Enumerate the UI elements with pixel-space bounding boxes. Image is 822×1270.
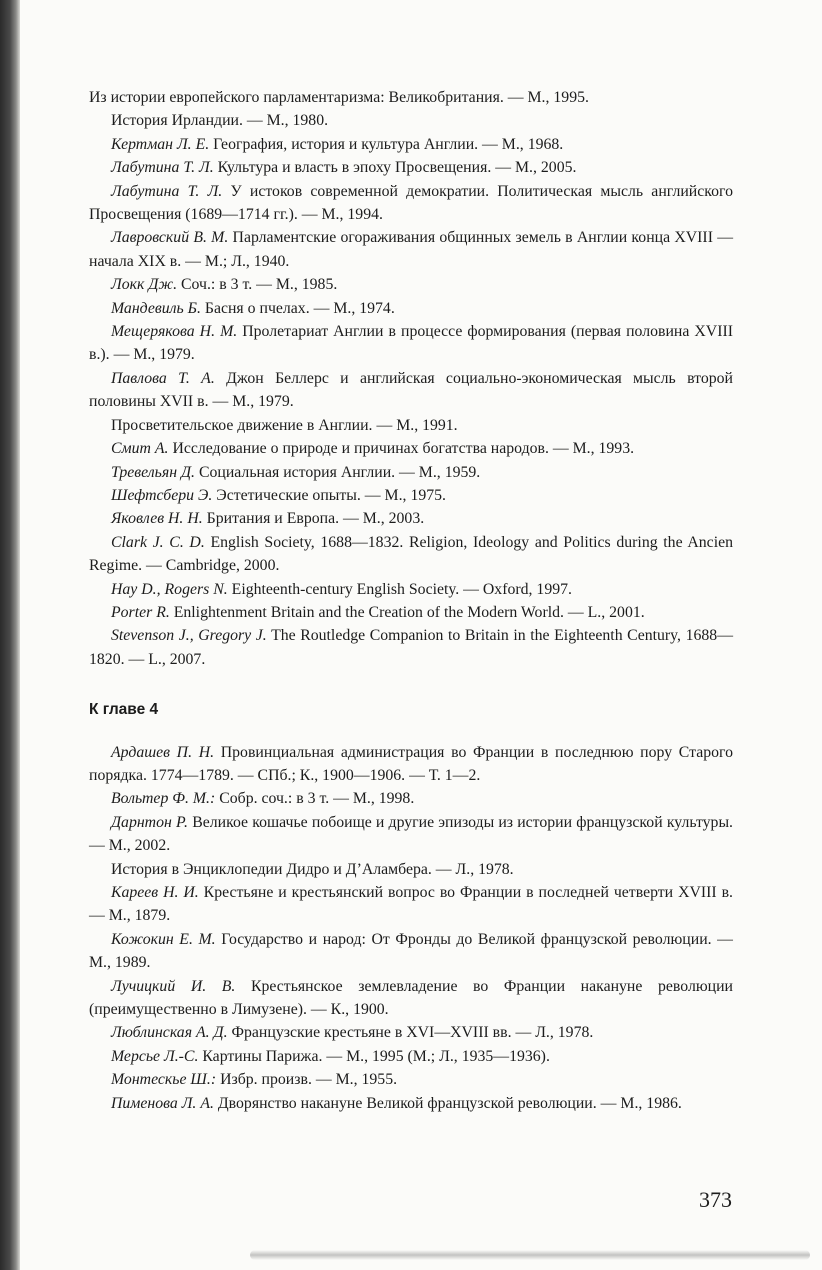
bibliography-entry	[89, 109, 733, 132]
bibliography-entry	[89, 226, 733, 273]
entry-text: Пролетариат Англии в процессе формирования (первая половина XVIII в.). — М., 1979.	[89, 323, 734, 364]
bibliography-entry	[89, 1021, 733, 1044]
bibliography-entry	[89, 367, 733, 414]
entry-author: Дарнтон Р.	[111, 813, 189, 831]
entry-author: Павлова Т. А.	[111, 369, 215, 387]
bibliography-entry	[89, 133, 733, 156]
bibliography-entry	[89, 928, 733, 975]
entry-author: Люблинская А. Д.	[111, 1024, 228, 1042]
bibliography-entry	[89, 1045, 733, 1068]
entry-text: Картины Парижа. — М., 1995 (М.; Л., 1935—1936).	[202, 1047, 550, 1065]
bibliography-entry	[89, 1092, 733, 1115]
entry-author: Мандевиль Б.	[111, 299, 201, 317]
entry-text: Собр. соч.: в 3 т. — М., 1998.	[219, 790, 415, 808]
entry-author: Лабутина Т. Л.	[111, 159, 214, 177]
entry-text: История Ирландии. — М., 1980.	[111, 112, 329, 130]
bibliography-entry	[89, 320, 733, 367]
bibliography-entry	[89, 507, 733, 530]
entry-author: Лабутина Т. Л.	[111, 182, 223, 200]
entry-text: У истоков современной демократии. Политическая мысль английского Просвещения (1689—1714 гг.). — М., 1994.	[89, 182, 734, 224]
bibliography	[89, 86, 733, 1115]
bibliography-entry	[89, 297, 733, 320]
entry-author: Шефтсбери Э.	[111, 486, 213, 504]
bibliography-entry	[89, 811, 733, 858]
entry-author: Stevenson J., Gregory J.	[111, 627, 267, 645]
entry-author: Пименова Л. А.	[111, 1094, 214, 1112]
entry-text: Eighteenth-century English Society. — Oxford, 1997.	[231, 580, 572, 598]
bibliography-entry	[89, 787, 733, 810]
book-spine-shadow	[0, 0, 20, 1270]
entry-author: Смит А.	[111, 440, 169, 458]
entry-text: Соч.: в 3 т. — М., 1985.	[180, 276, 338, 294]
bibliography-entry	[89, 531, 733, 578]
entry-text: Просветительское движение в Англии. — М., 1991.	[111, 416, 458, 434]
entry-author: Мещерякова Н. М.	[111, 323, 238, 341]
entry-text: Басня о пчелах. — М., 1974.	[204, 299, 395, 317]
entry-text: English Society, 1688—1832. Religion, Ideology and Politics during the Ancien Regime. — Cambridge, 2000.	[89, 533, 733, 575]
bibliography-entry	[89, 414, 733, 437]
bibliography-entry	[89, 601, 733, 624]
entry-author: Лавровский В. М.	[111, 229, 229, 247]
entry-text: Социальная история Англии. — М., 1959.	[198, 463, 481, 481]
page-number: 373	[699, 1187, 732, 1212]
entry-text: Из истории европейского парламентаризма: Великобритания. — М., 1995.	[89, 89, 589, 106]
entry-author: Кожокин Е. М.	[111, 930, 216, 948]
entry-author: Вольтер Ф. М.:	[111, 790, 216, 808]
page-edge-shadow	[250, 1250, 810, 1260]
entry-author: Лучицкий И. В.	[111, 977, 236, 995]
entry-text: Эстетические опыты. — М., 1975.	[216, 486, 446, 504]
bibliography-entry	[89, 1068, 733, 1091]
entry-author: Мерсье Л.-С.	[111, 1047, 199, 1065]
bibliography-section-1	[89, 86, 733, 671]
entry-author: Монтескье Ш.:	[111, 1071, 217, 1089]
entry-text: История в Энциклопедии Дидро и Д’Аламбера. — Л., 1978.	[111, 860, 514, 878]
entry-author: Hay D., Rogers N.	[111, 580, 228, 598]
bibliography-entry	[89, 975, 733, 1022]
entry-text: Джон Беллерс и английская социально-экономическая мысль второй половины XVII в. — М., 1979.	[89, 369, 733, 411]
bibliography-entry	[89, 858, 733, 881]
entry-text: Государство и народ: От Фронды до Великой французской революции. — М., 1989.	[89, 930, 733, 972]
entry-author: Яковлев Н. Н.	[111, 510, 203, 528]
entry-author: Ардашев П. Н.	[111, 743, 215, 761]
entry-text: The Routledge Companion to Britain in the Eighteenth Century, 1688—1820. — L., 2007.	[89, 627, 733, 668]
bibliography-entry	[89, 881, 733, 928]
entry-author: Локк Дж.	[111, 276, 178, 294]
entry-text: География, история и культура Англии. — М., 1968.	[213, 135, 564, 153]
bibliography-entry	[89, 741, 733, 788]
entry-text: Британия и Европа. — М., 2003.	[206, 510, 425, 528]
bibliography-entry	[89, 624, 733, 671]
bibliography-entry	[89, 86, 733, 109]
bibliography-entry	[89, 578, 733, 601]
entry-text: Крестьянское землевладение во Франции накануне революции (преимущественно в Лимузене). — К., 1900.	[89, 977, 733, 1019]
entry-text: Крестьяне и крестьянский вопрос во Франции в последней четверти XVIII в. — М., 1879.	[89, 884, 733, 925]
entry-text: Исследование о природе и причинах богатства народов. — М., 1993.	[172, 440, 635, 458]
entry-author: Clark J. C. D.	[111, 533, 205, 551]
entry-author: Porter R.	[111, 603, 170, 621]
bibliography-entry	[89, 273, 733, 296]
bibliography-entry	[89, 156, 733, 179]
section-heading: К главе 4	[89, 701, 159, 719]
entry-text: Избр. произв. — М., 1955.	[220, 1071, 398, 1089]
entry-text: Культура и власть в эпоху Просвещения. — М., 2005.	[217, 159, 577, 177]
entry-text: Провинциальная администрация во Франции в последнюю пору Старого порядка. 1774—1789. — СПб.; К., 1900—1906. — Т. 1—2.	[89, 743, 733, 784]
entry-text: Великое кошачье побоище и другие эпизоды из истории французской культуры. — М., 2002.	[89, 813, 734, 855]
entry-text: Дворянство накануне Великой французской революции. — М., 1986.	[217, 1094, 682, 1112]
entry-text: Французские крестьяне в XVI—XVIII вв. — Л., 1978.	[231, 1024, 594, 1042]
entry-author: Кертман Л. Е.	[111, 135, 210, 153]
entry-text: Парламентские огораживания общинных земель в Англии конца XVIII — начала XIX в. — М.; Л., 1940.	[89, 229, 733, 270]
entry-author: Тревельян Д.	[111, 463, 195, 481]
bibliography-entry	[89, 180, 733, 227]
bibliography-section-2	[89, 741, 733, 1116]
bibliography-entry	[89, 461, 733, 484]
entry-author: Кареев Н. И.	[111, 884, 199, 901]
bibliography-entry	[89, 484, 733, 507]
bibliography-entry	[89, 437, 733, 460]
entry-text: Enlightenment Britain and the Creation of the Modern World. — L., 2001.	[173, 603, 645, 621]
